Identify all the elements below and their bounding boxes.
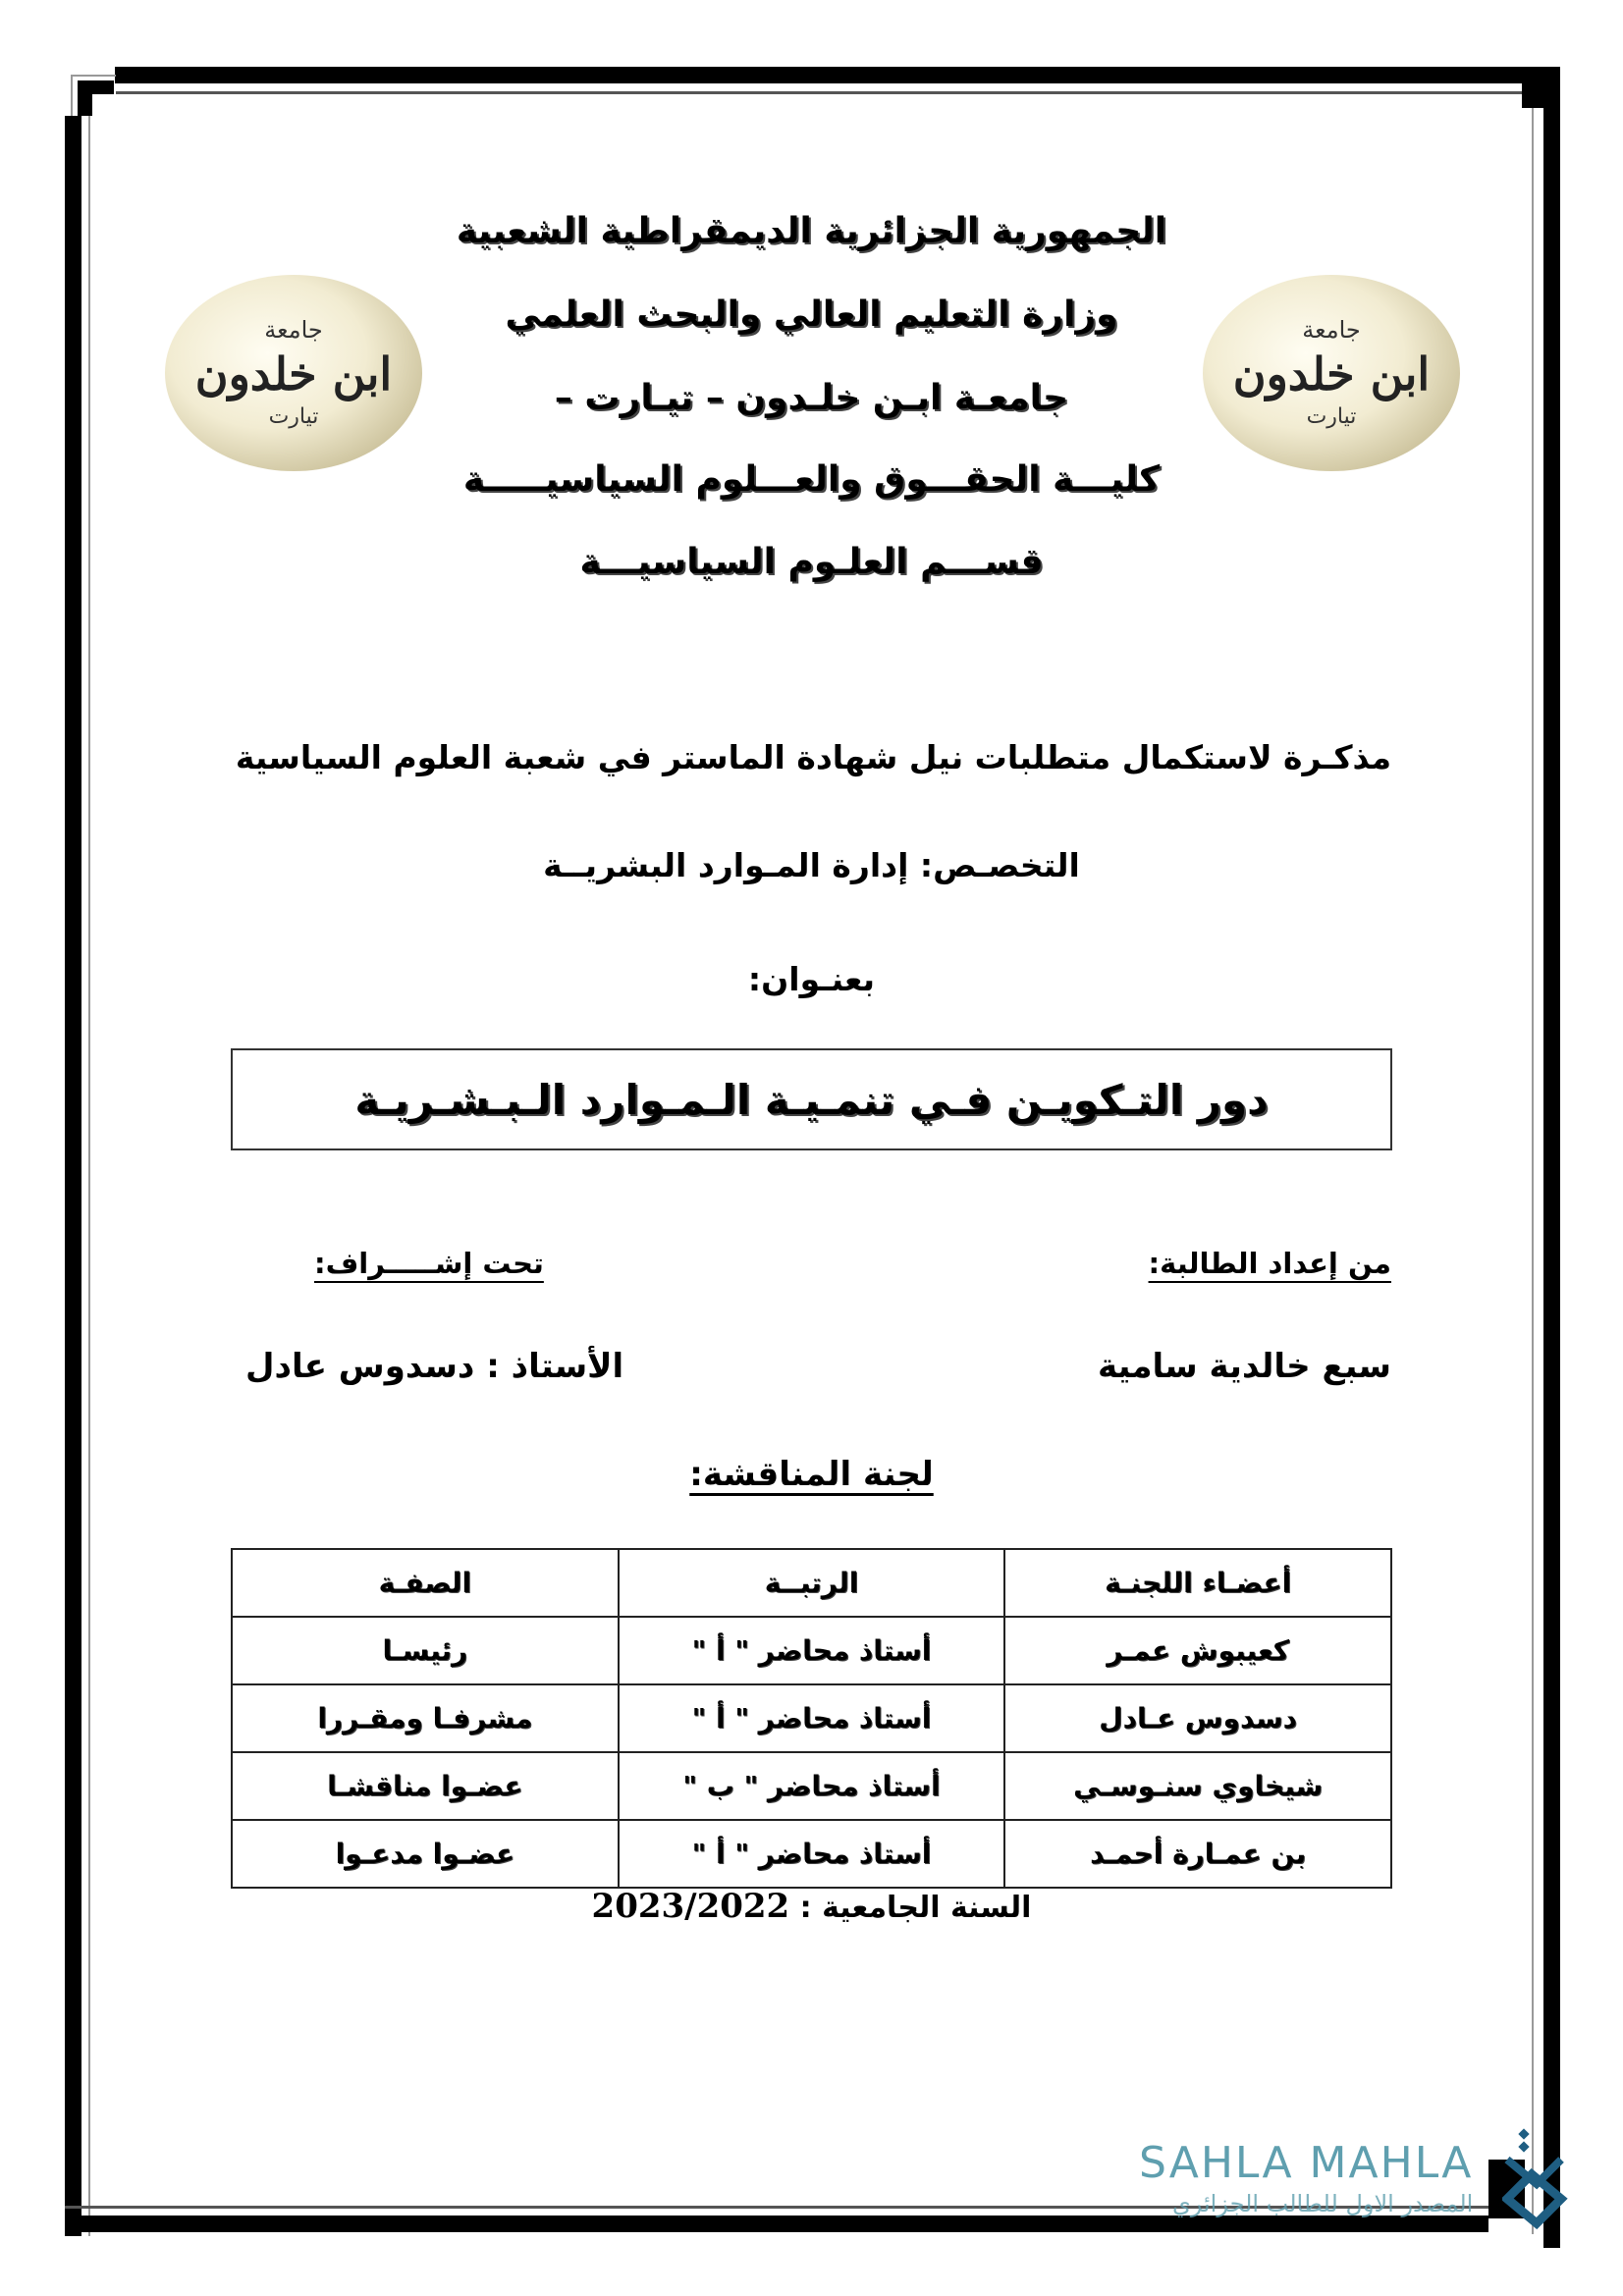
column-header: أعضـاء اللجنـة (1004, 1549, 1391, 1617)
sahla-mahla-logo-icon (1502, 2125, 1571, 2233)
frame-corner-outline (71, 75, 116, 118)
member-role: عضـوا مدعـوا (232, 1820, 619, 1888)
frame-bottom-bar (65, 2216, 1488, 2232)
department-name: قســـم العلـوم السياسيـــة (579, 542, 1044, 582)
member-role: عضـوا مناقشـا (232, 1752, 619, 1820)
member-name: كعيبوش عمـر (1004, 1617, 1391, 1684)
column-header: الرتبــة (619, 1549, 1005, 1617)
table-row (232, 1752, 1391, 1820)
academic-year-label: السنة الجامعية : (799, 1891, 1032, 1925)
faculty-name: كليـــة الحقـــوق والعـــلوم السياسيـــــة (462, 459, 1161, 500)
logo-top-text: جامعة (264, 316, 323, 345)
ministry-name: وزارة التعليم العالي والبحث العلمي (505, 294, 1118, 335)
member-rank: أستاذ محاضر " ب " (619, 1752, 1005, 1820)
student-name: سبع خالدية سامية (1097, 1347, 1391, 1386)
title-label: بعنـوان: (747, 960, 876, 998)
member-role: رئيسـا (232, 1617, 619, 1684)
logo-main-text: ابن خلدون (194, 347, 393, 400)
memo-purpose: مذكـرة لاستكمال متطلبات نيل شهادة الماستر في شعبة العلوم السياسية (235, 738, 1391, 776)
student-label: من إعداد الطالبة: (1148, 1247, 1391, 1280)
watermark-tagline: المصدر الاول للطالب الجزائري (1171, 2190, 1474, 2218)
logo-main-text: ابن خلدون (1232, 347, 1431, 400)
member-name: شيخاوي سنـوسـي (1004, 1752, 1391, 1820)
logo-bottom-text: تيارت (1306, 403, 1357, 429)
watermark-brand: SAHLA MAHLA (1139, 2138, 1474, 2188)
table-row (232, 1684, 1391, 1752)
frame-top-line (116, 91, 1522, 94)
frame-right-bar (1543, 108, 1560, 2248)
member-rank: أستاذ محاضر " أ " (619, 1684, 1005, 1752)
committee-table (231, 1548, 1392, 1889)
academic-year-value: 2023/2022 (591, 1887, 790, 1926)
frame-top-bar (115, 67, 1522, 83)
table-header-row (232, 1549, 1391, 1617)
academic-year (0, 1887, 1623, 1926)
sahla-mahla-watermark (1139, 2140, 1473, 2217)
supervisor-label: تحت إشـــــراف: (314, 1247, 544, 1280)
committee-heading: لجنة المناقشة: (689, 1455, 934, 1494)
member-role: مشرفـا ومقـررا (232, 1684, 619, 1752)
supervisor-name: الأستاذ : دسدوس عادل (245, 1347, 624, 1386)
table-row (232, 1617, 1391, 1684)
column-header: الصفـة (232, 1549, 619, 1617)
university-name: جامعـة ابـن خلـدون – تيـارت – (554, 378, 1069, 418)
specialization: التخصـص: إدارة المـوارد البشريــة (543, 846, 1080, 884)
member-name: بن عمـارة أحمـد (1004, 1820, 1391, 1888)
logo-bottom-text: تيارت (268, 403, 319, 429)
country-name: الجمهورية الجزائرية الديمقراطية الشعبية (456, 211, 1167, 251)
memo-title-box (231, 1048, 1392, 1150)
member-rank: أستاذ محاضر " أ " (619, 1820, 1005, 1888)
frame-corner-top-right (1522, 67, 1560, 108)
member-rank: أستاذ محاضر " أ " (619, 1617, 1005, 1684)
memo-title: دور التـكويـن فـي تنمـيـة الـمـوارد الـبـشـريـة (354, 1075, 1269, 1124)
table-row (232, 1820, 1391, 1888)
member-name: دسدوس عـادل (1004, 1684, 1391, 1752)
logo-top-text: جامعة (1302, 316, 1361, 345)
